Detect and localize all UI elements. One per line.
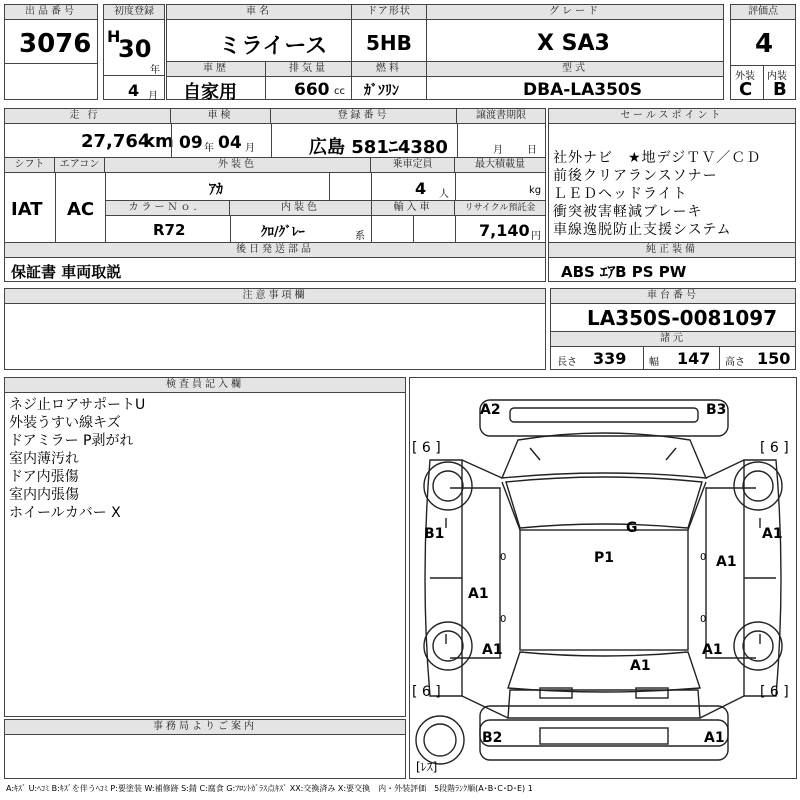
later-parts: 保証書 車両取説: [11, 263, 122, 281]
exterior-color: ｱｶ: [209, 182, 223, 198]
inspector-note-line: ドアミラー P剥がれ: [9, 433, 134, 449]
shift: IAT: [11, 199, 43, 220]
standard-equipment-label: 純正装備: [549, 243, 795, 258]
notes-label: 注意事項欄: [5, 289, 545, 304]
sales-point-line: ＬＥＤヘッドライト: [553, 186, 688, 202]
damage-diagram: [409, 377, 797, 779]
tire-rear-right: [ 6 ]: [760, 684, 789, 700]
sales-points-list: [553, 149, 761, 239]
model-label: 型式: [427, 62, 723, 77]
sales-point-line: 前後クリアランスソナー: [553, 168, 718, 184]
spare-tire-none: [ﾚｽ]: [416, 760, 438, 774]
history-box: [166, 61, 266, 103]
tire-front-right: [ 6 ]: [760, 440, 789, 456]
transfer-month-unit: 月: [493, 145, 503, 156]
score-label: 評価点: [731, 5, 795, 20]
interior-color: ｸﾛ/ｸﾞﾚｰ: [261, 225, 305, 240]
legend: A:ｷｽﾞ U:ﾍｺﾐ B:ｷｽﾞを伴うﾍｺﾐ P:要塗装 W:補修跡 S:錆 C:腐食 G:ﾌﾛﾝﾄｶﾞﾗｽ点ｷｽﾞ XX:交換済み X:要交換 内・外装評価 5段階ﾗﾝｸ順(A･B･C･D･E) 1: [6, 784, 533, 793]
model-code: DBA-LA350S: [523, 80, 642, 100]
capacity: 4: [415, 179, 427, 198]
reg-month: 4: [128, 81, 140, 100]
first-registration-label: 初度登録: [104, 5, 164, 20]
reg-year: 30: [118, 35, 152, 63]
car-name-label: 車名: [167, 5, 351, 20]
interior-label: 内装: [767, 71, 787, 82]
ac-label: エアコン: [55, 158, 105, 173]
mark-b1: B1: [424, 526, 445, 542]
first-registration-box: [103, 4, 165, 100]
color-number: R72: [153, 221, 186, 239]
air-conditioner: AC: [67, 199, 95, 220]
mark-a1-left-door: A1: [468, 586, 489, 602]
grade-box: [426, 4, 724, 62]
sales-points-box: [548, 108, 796, 282]
zero-left-lower: 0: [500, 614, 507, 625]
chassis-box: [550, 288, 796, 370]
mark-b3: B3: [706, 402, 727, 418]
width: 147: [677, 349, 711, 368]
mark-a1-right-rear: A1: [702, 642, 723, 658]
mark-a1-bottom-right: A1: [704, 730, 725, 746]
score: 4: [755, 29, 774, 59]
transfer-day-unit: 日: [527, 145, 537, 156]
shift-label: シフト: [5, 158, 55, 173]
displacement: 660: [294, 80, 330, 100]
zero-left-upper: 0: [500, 552, 507, 563]
car-name: ミライース: [219, 34, 328, 59]
displacement-label: 排気量: [266, 62, 351, 77]
inspection-year-unit: 年: [204, 143, 214, 154]
inspector-note-line: ホイールカバー X: [9, 505, 121, 521]
mark-a1-right-upper: A1: [762, 526, 783, 542]
inspector-label: 検査員記入欄: [5, 378, 405, 393]
mark-a2: A2: [480, 402, 501, 418]
max-load-label: 最大積載量: [455, 158, 545, 173]
car-outline: [410, 378, 796, 778]
sales-point-line: 社外ナビ ★地デジＴＶ／ＣＤ: [553, 150, 762, 166]
recycle-fee: 7,140: [479, 221, 530, 240]
interior-grade: B: [773, 79, 787, 100]
standard-equipment: ABS ｴｱB PS PW: [561, 263, 687, 281]
tire-rear-left: [ 6 ]: [412, 684, 441, 700]
sales-point-line: 衝突被害軽減ブレーキ: [553, 204, 703, 220]
lot-label: 出品番号: [5, 5, 97, 20]
mileage: 27,764: [81, 131, 151, 152]
length-label: 長さ: [557, 357, 577, 368]
inspection-year: 09: [179, 133, 203, 153]
fuel: ｶﾞｿﾘﾝ: [364, 83, 399, 99]
sales-point-line: 車線逸脱防止支援システム: [553, 222, 732, 238]
displacement-box: [265, 61, 352, 100]
inspector-note-line: 室内内張傷: [9, 487, 79, 503]
mark-b2: B2: [482, 730, 503, 746]
door-box: [351, 4, 427, 62]
recycle-unit: 円: [531, 231, 541, 242]
zero-right-upper: 0: [700, 552, 707, 563]
inspection-month-unit: 月: [245, 143, 255, 154]
exterior-label: 外装: [735, 71, 755, 82]
mark-a1-right-door: A1: [716, 554, 737, 570]
era: H: [107, 27, 121, 46]
month-unit: 月: [148, 91, 158, 102]
office-box: [4, 719, 406, 779]
plate-label: 登録番号: [271, 109, 457, 124]
interior-color-label: 内装色: [230, 201, 372, 216]
chassis-number: LA350S-0081097: [587, 306, 778, 330]
later-parts-label: 後日発送部品: [5, 243, 545, 258]
score-box: [730, 4, 796, 100]
mark-g: G: [626, 520, 638, 536]
color-number-label: カラーＮｏ．: [106, 201, 230, 216]
inspector-note-line: ネジ止ロアサポートU: [9, 397, 146, 413]
lot-box: [4, 4, 98, 100]
plate-number: 広島 581ﾆ4380: [309, 137, 448, 158]
car-name-box: [166, 4, 352, 62]
recycle-label: リサイクル預託金: [455, 201, 545, 216]
mark-a1-left-rear: A1: [482, 642, 503, 658]
fuel-label: 燃料: [352, 62, 426, 77]
office-label: 事務局よりご案内: [5, 720, 405, 735]
inspector-note-line: ドア内張傷: [9, 469, 79, 485]
sales-points-label: セールスポイント: [549, 109, 795, 124]
exterior-grade: C: [739, 79, 753, 100]
door-label: ドア形状: [352, 5, 426, 20]
inspector-note-line: 外装うすい線キズ: [9, 415, 121, 431]
mark-a1-center: A1: [630, 658, 651, 674]
inspector-box: [4, 377, 406, 717]
history-label: 車歴: [167, 62, 265, 77]
length: 339: [593, 349, 627, 368]
tire-front-left: [ 6 ]: [412, 440, 441, 456]
import-label: 輸入車: [372, 201, 455, 216]
zero-right-lower: 0: [700, 614, 707, 625]
vehicle-info-table: [4, 108, 546, 282]
year-unit: 年: [150, 65, 160, 76]
max-load-unit: kg: [529, 185, 542, 196]
exterior-color-label: 外装色: [105, 158, 371, 173]
specs-label: 諸元: [551, 332, 795, 347]
model-box: [426, 61, 724, 100]
inspector-note-line: 室内薄汚れ: [9, 451, 79, 467]
inspection-month: 04: [218, 133, 242, 153]
capacity-label: 乗車定員: [371, 158, 455, 173]
mileage-unit: km: [143, 131, 174, 152]
grade-label: グレード: [427, 5, 723, 20]
width-label: 幅: [649, 357, 659, 368]
height-label: 高さ: [725, 357, 745, 368]
fuel-box: [351, 61, 427, 100]
grade: X SA3: [537, 31, 610, 56]
history: 自家用: [183, 82, 237, 103]
notes-box: [4, 288, 546, 370]
capacity-unit: 人: [439, 189, 449, 200]
inspection-label: 車検: [171, 109, 271, 124]
door-type: 5HB: [366, 31, 412, 55]
interior-color-suffix: 系: [355, 231, 365, 242]
lot-number: 3076: [19, 29, 92, 59]
height: 150: [757, 349, 791, 368]
mileage-label: 走行: [5, 109, 171, 124]
inspector-notes: [9, 396, 145, 522]
transfer-label: 譲渡書期限: [457, 109, 545, 124]
chassis-label: 車台番号: [551, 289, 795, 304]
displacement-unit: cc: [334, 86, 345, 97]
mark-p1: P1: [594, 550, 615, 566]
